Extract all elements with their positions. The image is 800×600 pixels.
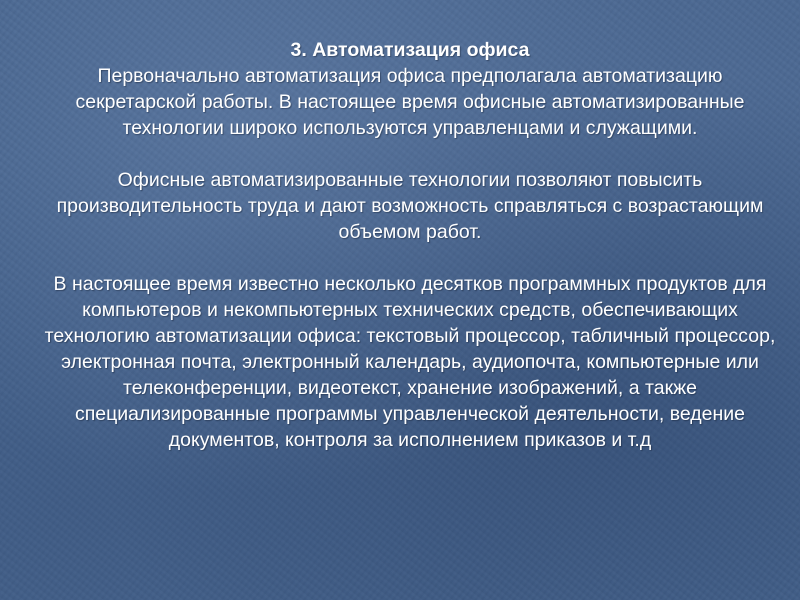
paragraph-intro: Первоначально автоматизация офиса предполагала автоматизацию секретарской работы. В настоящее время офисные автоматизированные технологии широко используются управленцами и служащими. — [75, 65, 745, 139]
paragraph-productivity: Офисные автоматизированные технологии позволяют повысить производительность труда и дают возможность справляться с возрастающим объемом работ. — [56, 169, 764, 243]
slide-title: 3. Автоматизация офиса — [290, 39, 530, 61]
paragraph-products: В настоящее время известно несколько десятков программных продуктов для компьютеров и некомпьютерных технических средств, обеспечивающих технологию автоматизации офиса: текстовый процессор, табличный процессор, электронная почта, электронный календарь, аудиопочта, компьютерные или телеконференции, видеотекст, хранение изображений, а также специализированные программы управленческой деятельности, ведение документов, контроля за исполнением приказов и т.д — [44, 273, 776, 451]
paragraph-spacer — [40, 141, 780, 167]
slide-content — [40, 37, 780, 453]
paragraph-spacer — [40, 245, 780, 271]
